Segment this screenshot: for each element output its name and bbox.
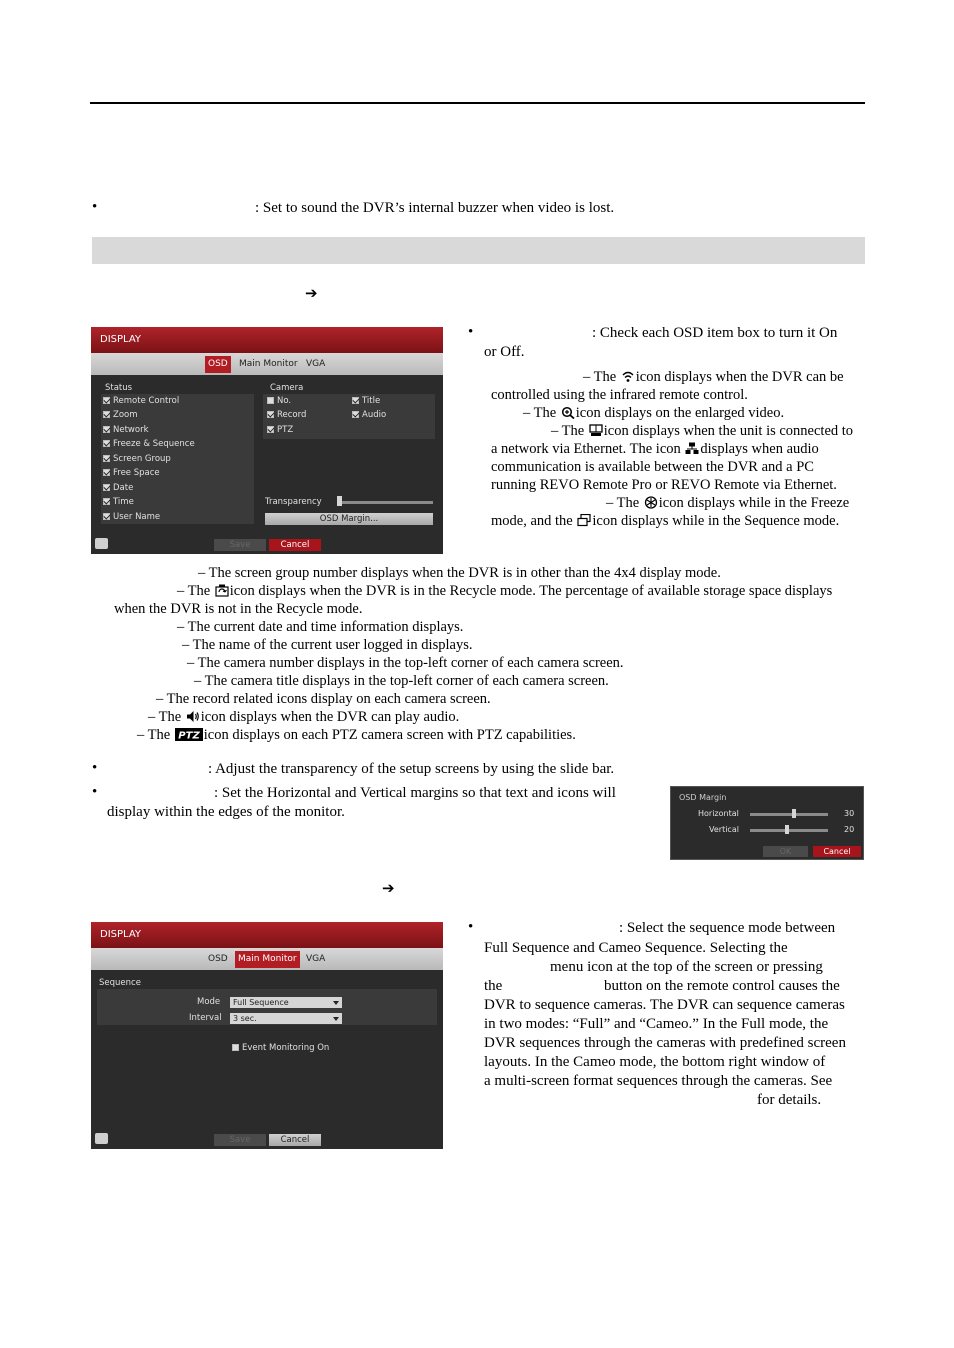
cancel-button[interactable]: Cancel — [269, 539, 321, 551]
bullet: • — [468, 919, 474, 935]
screen-group-desc: – The screen group number displays when the DVR is in other than the 4x4 display mode. — [198, 565, 721, 581]
freeze-icon — [644, 496, 658, 509]
sequence-desc: : Select the sequence mode between — [619, 920, 836, 936]
checkbox-icon — [103, 440, 110, 447]
camera-checkbox[interactable]: Audio — [352, 410, 386, 421]
back-icon[interactable] — [95, 538, 108, 549]
osd-margin-button[interactable]: OSD Margin... — [265, 513, 433, 525]
checkbox-icon — [232, 1044, 239, 1051]
bullet: • — [92, 784, 98, 800]
osd-desc: or Off. — [484, 344, 525, 360]
video-loss-text: : Set to sound the DVR’s internal buzzer when video is lost. — [255, 200, 615, 216]
vertical-label: Vertical — [709, 825, 739, 834]
checkbox-icon — [103, 513, 110, 520]
status-header: Status — [105, 383, 133, 393]
slider-knob[interactable] — [792, 809, 796, 818]
sequence-desc: Full Sequence and Cameo Sequence. Selecting the — [484, 940, 788, 956]
checkbox-icon — [352, 397, 359, 404]
section-label: Sequence — [99, 978, 141, 988]
bullet: • — [92, 199, 98, 215]
user-name-desc: – The name of the current user logged in displays. — [182, 637, 473, 653]
display-osd-screen — [91, 327, 443, 554]
save-button[interactable]: Save — [214, 539, 266, 551]
camera-no-desc: – The camera number displays in the top-left corner of each camera screen. — [187, 655, 624, 671]
horizontal-value: 30 — [844, 809, 855, 818]
mode-select[interactable]: Full Sequence — [230, 997, 342, 1008]
remote-desc: controlled using the infrared remote control. — [491, 387, 748, 403]
osd-margin-desc: display within the edges of the monitor. — [107, 804, 345, 820]
date-desc: – The current date and time information displays. — [177, 619, 464, 635]
sequence-desc: in two modes: “Full” and “Cameo.” In the Full mode, the — [484, 1016, 829, 1032]
status-checkbox[interactable]: User Name — [103, 512, 160, 523]
status-checkbox[interactable]: Freeze & Sequence — [103, 439, 195, 450]
tab-bar — [91, 353, 443, 375]
checkbox-icon — [267, 426, 274, 433]
tab-vga[interactable]: VGA — [306, 359, 326, 369]
vertical-slider[interactable] — [750, 829, 828, 832]
ptz-icon — [175, 728, 203, 741]
status-checkbox[interactable]: Screen Group — [103, 454, 171, 465]
checkbox-icon — [267, 411, 274, 418]
sequence-desc: DVR to sequence cameras. The DVR can sequence cameras — [484, 997, 845, 1013]
sequence-icon — [577, 514, 591, 527]
sequence-desc: the — [484, 978, 503, 994]
zoom-icon — [561, 406, 575, 419]
cancel-button[interactable]: Cancel — [269, 1134, 321, 1146]
sequence-desc: menu icon at the top of the screen or pressing — [550, 959, 823, 975]
remote-control-icon — [621, 370, 635, 383]
status-checkbox[interactable]: Network — [103, 425, 149, 436]
sequence-desc: for details. — [757, 1092, 822, 1108]
remote-desc: – The icon displays when the DVR can be — [583, 369, 844, 385]
sequence-desc: a multi-screen format sequences through the cameras. See — [484, 1073, 833, 1089]
osd-margin-dialog — [670, 786, 864, 860]
arrow-right-icon: ➔ — [305, 284, 318, 302]
transparency-slider[interactable] — [337, 501, 433, 504]
osd-desc: : Check each OSD item box to turn it On — [592, 325, 838, 341]
svg-text:PTZ: PTZ — [178, 730, 200, 741]
camera-checkbox[interactable]: Title — [352, 396, 380, 407]
audio-desc: – The icon displays when the DVR can play audio. — [148, 709, 460, 725]
bullet: • — [468, 324, 474, 340]
ok-button[interactable]: OK — [763, 846, 808, 857]
checkbox-icon — [267, 397, 274, 404]
section-bar — [92, 237, 865, 264]
status-checkbox[interactable]: Time — [103, 497, 134, 508]
dialog-title: OSD Margin — [679, 793, 727, 802]
checkbox-icon — [103, 397, 110, 404]
save-button[interactable]: Save — [214, 1134, 266, 1146]
transparency-label: Transparency — [265, 497, 322, 507]
camera-checkbox[interactable]: No. — [267, 396, 291, 407]
network-desc: communication is available between the DVR and a PC — [491, 459, 814, 475]
arrow-right-icon: ➔ — [382, 879, 395, 897]
sequence-desc: button on the remote control causes the — [604, 978, 840, 994]
camera-checkbox[interactable]: PTZ — [267, 425, 293, 436]
sequence-desc: DVR sequences through the cameras with predefined screen — [484, 1035, 846, 1051]
window-title: DISPLAY — [91, 922, 443, 948]
bullet: • — [92, 760, 98, 776]
freeze-desc: – The icon displays while in the Freeze — [606, 495, 850, 511]
checkbox-icon — [103, 426, 110, 433]
back-icon[interactable] — [95, 1133, 108, 1144]
slider-knob[interactable] — [337, 496, 342, 506]
audio-icon — [186, 710, 200, 723]
tab-bar — [91, 948, 443, 970]
checkbox-icon — [103, 484, 110, 491]
zoom-desc: – The icon displays on the enlarged video. — [523, 405, 785, 421]
status-checkbox[interactable]: Remote Control — [103, 396, 179, 407]
network-desc: – The icon displays when the unit is connected to — [551, 423, 854, 439]
tab-vga[interactable]: VGA — [306, 954, 326, 964]
record-desc: – The record related icons display on each camera screen. — [156, 691, 491, 707]
tab-osd[interactable]: OSD — [205, 356, 231, 373]
checkbox-icon — [103, 469, 110, 476]
freeze-desc: mode, and the icon displays while in the Sequence mode. — [491, 513, 840, 529]
checkbox-icon — [103, 455, 110, 462]
interval-label: Interval — [189, 1013, 222, 1023]
free-space-desc: when the DVR is not in the Recycle mode. — [114, 601, 363, 617]
cancel-button[interactable]: Cancel — [813, 846, 861, 857]
network-desc: a network via Ethernet. The icon displays when audio — [491, 441, 819, 457]
ptz-desc: – The PTZ icon displays on each PTZ camera screen with PTZ capabilities. — [137, 727, 576, 743]
network-audio-icon — [685, 442, 699, 455]
window-title: DISPLAY — [91, 327, 443, 353]
header-rule — [90, 102, 865, 104]
status-checkbox[interactable]: Free Space — [103, 468, 160, 479]
horizontal-label: Horizontal — [698, 809, 739, 818]
vertical-value: 20 — [844, 825, 855, 834]
status-checkbox[interactable]: Date — [103, 483, 133, 494]
event-monitoring-checkbox[interactable]: Event Monitoring On — [232, 1043, 329, 1054]
tab-main-monitor[interactable]: Main Monitor — [235, 951, 300, 968]
recycle-icon — [215, 584, 229, 597]
tab-main-monitor[interactable]: Main Monitor — [239, 359, 298, 369]
mode-label: Mode — [197, 997, 221, 1007]
display-main-monitor-screen — [91, 922, 443, 1149]
tab-osd[interactable]: OSD — [208, 954, 228, 964]
camera-header: Camera — [270, 383, 304, 393]
network-icon — [589, 424, 603, 437]
sequence-desc: layouts. In the Cameo mode, the bottom right window of — [484, 1054, 826, 1070]
transparency-desc: : Adjust the transparency of the setup screens by using the slide bar. — [208, 761, 615, 777]
interval-select[interactable]: 3 sec. — [230, 1013, 342, 1024]
osd-margin-desc: : Set the Horizontal and Vertical margins so that text and icons will — [214, 785, 616, 801]
free-space-desc: – The icon displays when the DVR is in the Recycle mode. The percentage of available storage space displays — [177, 583, 833, 599]
checkbox-icon — [352, 411, 359, 418]
checkbox-icon — [103, 498, 110, 505]
horizontal-slider[interactable] — [750, 813, 828, 816]
camera-title-desc: – The camera title displays in the top-left corner of each camera screen. — [194, 673, 609, 689]
slider-knob[interactable] — [785, 825, 789, 834]
status-checkbox[interactable]: Zoom — [103, 410, 138, 421]
network-desc: running REVO Remote Pro or REVO Remote via Ethernet. — [491, 477, 837, 493]
checkbox-icon — [103, 411, 110, 418]
camera-checkbox[interactable]: Record — [267, 410, 306, 421]
